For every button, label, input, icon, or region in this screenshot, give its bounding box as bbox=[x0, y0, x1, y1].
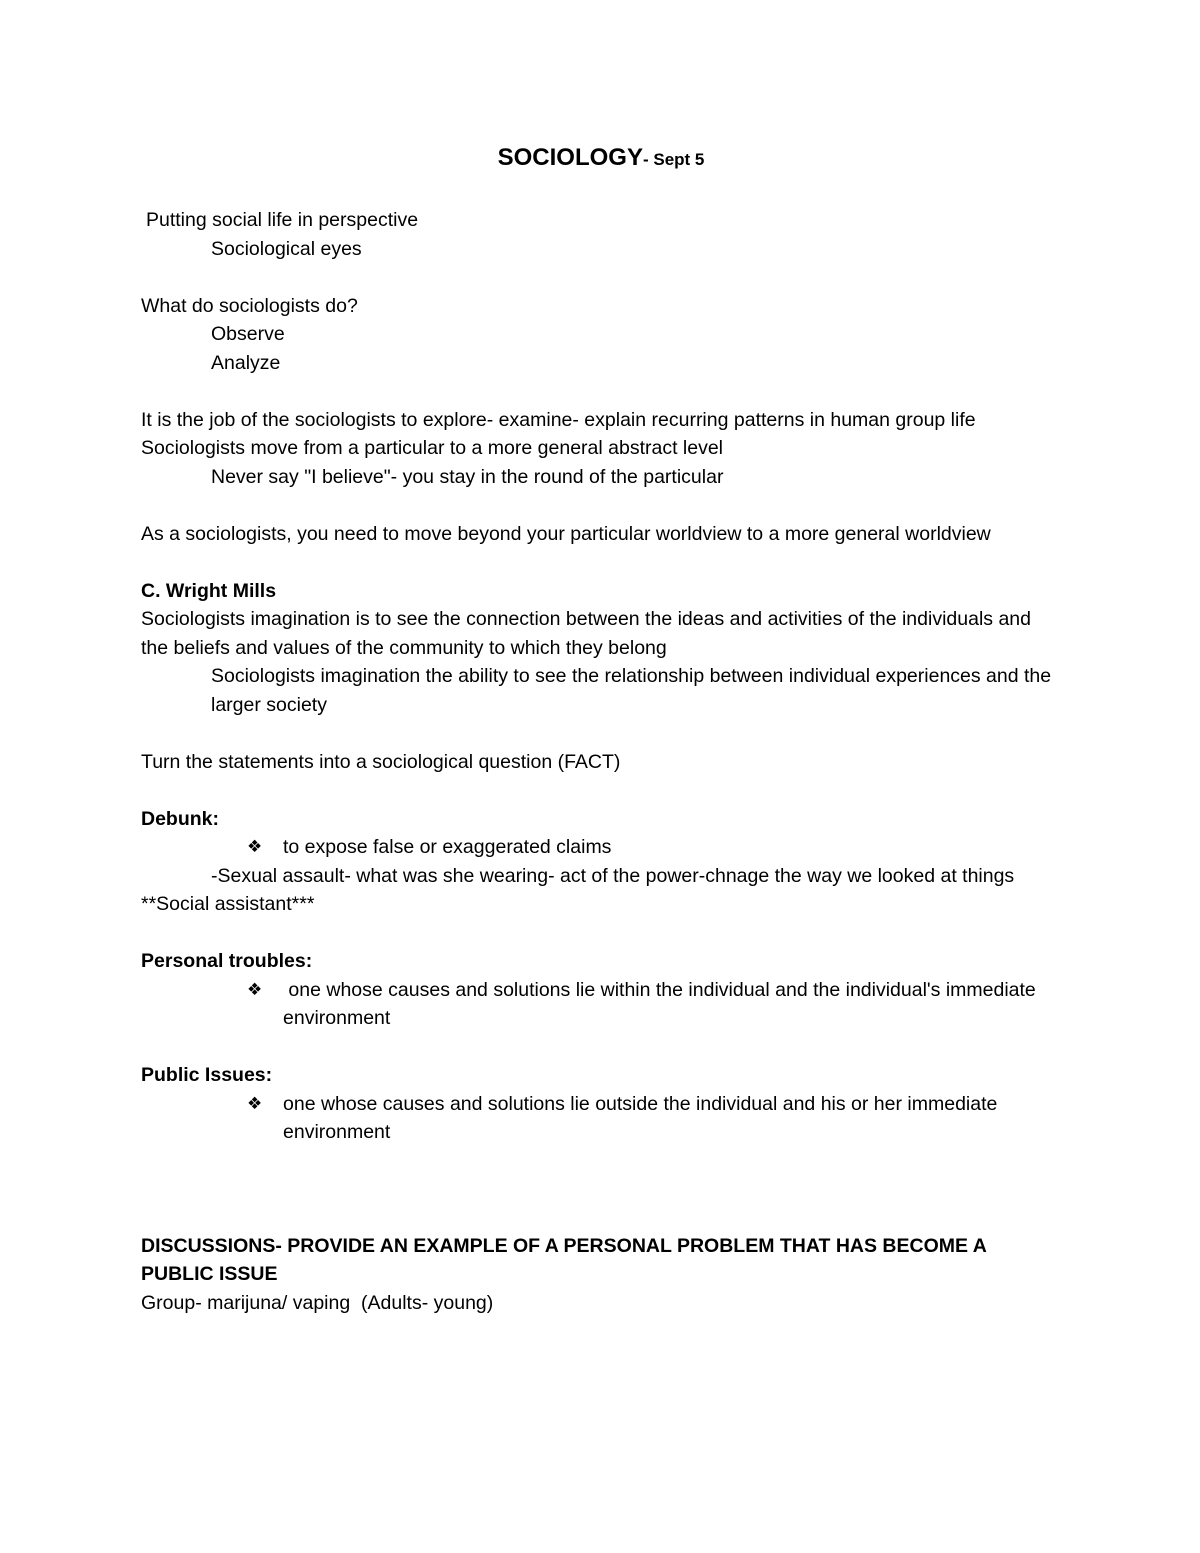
public-issues-heading: Public Issues: bbox=[141, 1064, 273, 1086]
title-main: SOCIOLOGY bbox=[497, 144, 643, 171]
mills-paragraph: Sociologists imagination is to see the connection between the ideas and activities of the individuals and the beliefs and values of the community to which they belong bbox=[141, 608, 1031, 659]
what-do-item-analyze: Analyze bbox=[211, 351, 281, 374]
debunk-example: -Sexual assault- what was she wearing- act of the power-chnage the way we looked at things bbox=[211, 864, 1015, 887]
intro-heading: Putting social life in perspective bbox=[146, 209, 419, 231]
debunk-heading: Debunk: bbox=[141, 807, 219, 830]
document-body bbox=[141, 140, 1061, 1317]
turn-statements-line: Turn the statements into a sociological question (FACT) bbox=[141, 750, 621, 773]
public-issues-bullet bbox=[141, 1090, 1061, 1147]
personal-troubles-text: one whose causes and solutions lie within the individual and the individual's immediate environment bbox=[283, 978, 1042, 1029]
move-paragraph: Sociologists move from a particular to a more general abstract level bbox=[141, 437, 724, 459]
mills-sub-paragraph: Sociologists imagination the ability to see the relationship between individual experiences and the larger society bbox=[211, 665, 1052, 716]
discussion-group: Group- marijuna/ vaping (Adults- young) bbox=[141, 1291, 494, 1314]
title-date: - Sept 5 bbox=[642, 150, 705, 169]
public-issues-text: one whose causes and solutions lie outside the individual and his or her immediate environment bbox=[283, 1092, 998, 1143]
what-do-question: What do sociologists do? bbox=[141, 294, 358, 317]
discussion-heading: DISCUSSIONS- PROVIDE AN EXAMPLE OF A PERSONAL PROBLEM THAT HAS BECOME A PUBLIC ISSUE bbox=[141, 1234, 987, 1285]
debunk-bullet-text: to expose false or exaggerated claims bbox=[283, 836, 612, 858]
debunk-note: **Social assistant*** bbox=[141, 893, 315, 915]
diamond-bullet-icon: ❖ bbox=[247, 979, 263, 1000]
worldview-paragraph: As a sociologists, you need to move beyond your particular worldview to a more general worldview bbox=[141, 522, 991, 545]
what-do-item-observe: Observe bbox=[211, 323, 285, 345]
intro-sub: Sociological eyes bbox=[211, 237, 362, 260]
diamond-bullet-icon: ❖ bbox=[247, 1093, 263, 1114]
personal-troubles-bullet bbox=[141, 976, 1061, 1033]
mills-heading: C. Wright Mills bbox=[141, 579, 277, 602]
personal-troubles-heading: Personal troubles: bbox=[141, 950, 313, 972]
never-say-line: Never say "I believe"- you stay in the round of the particular bbox=[211, 465, 724, 488]
page-title bbox=[141, 140, 1061, 176]
debunk-bullet bbox=[141, 833, 1061, 862]
job-paragraph: It is the job of the sociologists to explore- examine- explain recurring patterns in human group life bbox=[141, 408, 976, 431]
diamond-bullet-icon: ❖ bbox=[247, 837, 263, 857]
